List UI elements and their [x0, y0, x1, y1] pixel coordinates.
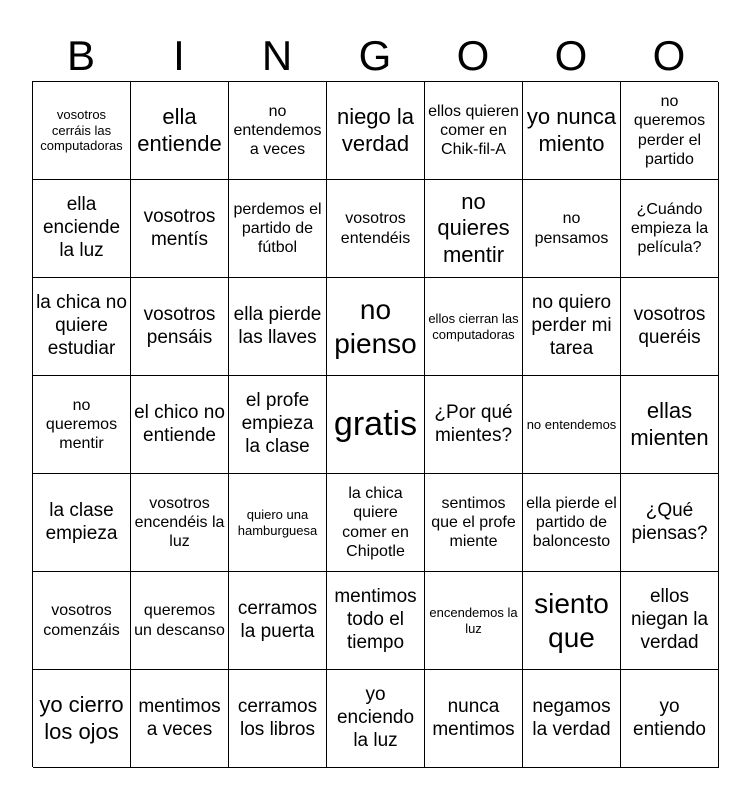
bingo-cell[interactable]: vosotros pensáis: [131, 278, 229, 376]
bingo-cell[interactable]: no queremos perder el partido: [621, 82, 719, 180]
bingo-cell[interactable]: negamos la verdad: [523, 670, 621, 768]
bingo-cell[interactable]: nunca mentimos: [425, 670, 523, 768]
bingo-cell[interactable]: ellos niegan la verdad: [621, 572, 719, 670]
bingo-cell[interactable]: ellos quieren comer en Chik-fil-A: [425, 82, 523, 180]
bingo-cell[interactable]: el profe empieza la clase: [229, 376, 327, 474]
header-letter: N: [261, 32, 293, 79]
bingo-board: [32, 81, 718, 767]
bingo-cell[interactable]: ella enciende la luz: [33, 180, 131, 278]
bingo-cell[interactable]: yo cierro los ojos: [33, 670, 131, 768]
bingo-cell[interactable]: ella pierde las llaves: [229, 278, 327, 376]
bingo-cell[interactable]: ¿Qué piensas?: [621, 474, 719, 572]
bingo-cell[interactable]: ¿Por qué mientes?: [425, 376, 523, 474]
bingo-cell[interactable]: yo enciendo la luz: [327, 670, 425, 768]
bingo-cell[interactable]: la chica no quiere estudiar: [33, 278, 131, 376]
bingo-cell[interactable]: vosotros comenzáis: [33, 572, 131, 670]
bingo-cell[interactable]: no queremos mentir: [33, 376, 131, 474]
bingo-cell[interactable]: mentimos a veces: [131, 670, 229, 768]
bingo-cell[interactable]: mentimos todo el tiempo: [327, 572, 425, 670]
bingo-cell[interactable]: vosotros encendéis la luz: [131, 474, 229, 572]
bingo-cell[interactable]: siento que: [523, 572, 621, 670]
bingo-cell[interactable]: no pensamos: [523, 180, 621, 278]
bingo-cell[interactable]: encendemos la luz: [425, 572, 523, 670]
bingo-header: [32, 30, 718, 82]
bingo-cell[interactable]: niego la verdad: [327, 82, 425, 180]
bingo-cell[interactable]: yo entiendo: [621, 670, 719, 768]
bingo-cell[interactable]: vosotros mentís: [131, 180, 229, 278]
header-letter: O: [554, 32, 588, 79]
bingo-cell[interactable]: cerramos los libros: [229, 670, 327, 768]
bingo-cell[interactable]: la clase empieza: [33, 474, 131, 572]
bingo-cell[interactable]: ella entiende: [131, 82, 229, 180]
bingo-cell[interactable]: ella pierde el partido de baloncesto: [523, 474, 621, 572]
bingo-cell[interactable]: no entendemos a veces: [229, 82, 327, 180]
bingo-cell[interactable]: la chica quiere comer en Chipotle: [327, 474, 425, 572]
bingo-cell[interactable]: ellas mienten: [621, 376, 719, 474]
bingo-cell[interactable]: vosotros cerráis las computadoras: [33, 82, 131, 180]
bingo-cell[interactable]: no entendemos: [523, 376, 621, 474]
header-letter: G: [358, 32, 392, 79]
bingo-cell[interactable]: no pienso: [327, 278, 425, 376]
bingo-cell[interactable]: no quieres mentir: [425, 180, 523, 278]
bingo-cell[interactable]: vosotros queréis: [621, 278, 719, 376]
bingo-cell[interactable]: sentimos que el profe miente: [425, 474, 523, 572]
bingo-cell[interactable]: ¿Cuándo empieza la película?: [621, 180, 719, 278]
bingo-cell[interactable]: gratis: [327, 376, 425, 474]
bingo-cell[interactable]: yo nunca miento: [523, 82, 621, 180]
header-letter: O: [456, 32, 490, 79]
header-letter: O: [652, 32, 686, 79]
bingo-cell[interactable]: el chico no entiende: [131, 376, 229, 474]
bingo-cell[interactable]: no quiero perder mi tarea: [523, 278, 621, 376]
bingo-cell[interactable]: perdemos el partido de fútbol: [229, 180, 327, 278]
bingo-cell[interactable]: vosotros entendéis: [327, 180, 425, 278]
bingo-cell[interactable]: quiero una hamburguesa: [229, 474, 327, 572]
header-letter: B: [66, 32, 95, 79]
bingo-cell[interactable]: cerramos la puerta: [229, 572, 327, 670]
bingo-cell[interactable]: queremos un descanso: [131, 572, 229, 670]
bingo-cell[interactable]: ellos cierran las computadoras: [425, 278, 523, 376]
header-letter: I: [173, 32, 185, 79]
